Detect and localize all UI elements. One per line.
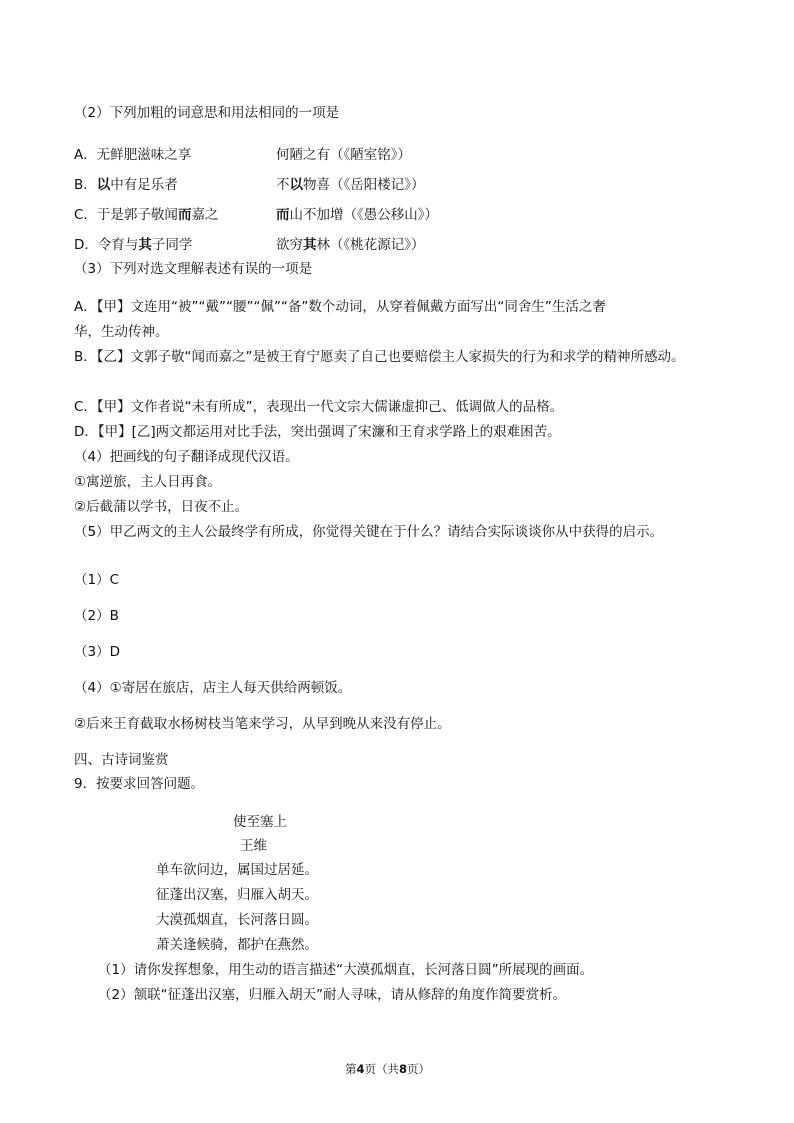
q2-option-c-left: C．于是郭子敬闻而嘉之 (74, 207, 219, 223)
answer-3: （3）D (74, 644, 120, 660)
poem-line-3: 大漠孤烟直，长河落日圆。 (156, 912, 318, 928)
poem-question-1: （1）请你发挥想象，用生动的语言描述“大漠孤烟直，长河落日圆”所展现的画面。 (98, 962, 594, 978)
q3-option-c: C．【甲】文作者说“未有所成”，表现出一代文宗大儒谦虚抑己、低调做人的品格。 (74, 399, 564, 415)
poem-line-4: 萧关逢候骑，都护在燕然。 (156, 937, 318, 953)
answer-4-part-2: ②后来王育截取水杨树枝当笔来学习，从早到晚从来没有停止。 (74, 716, 451, 732)
question-9: 9．按要求回答问题。 (74, 776, 205, 792)
q2-option-c-right: 而山不加增（《愚公移山》） (276, 207, 438, 223)
q4-sentence-2: ②后截蒲以学书，日夜不止。 (74, 499, 249, 515)
q3-prompt: （3）下列对选文理解表述有误的一项是 (74, 261, 313, 277)
poem-line-1: 单车欲问边，属国过居延。 (156, 862, 318, 878)
page-footer: 第4页（共8页） (345, 1062, 431, 1076)
q2-option-a-right: 何陋之有（《陋室铭》） (276, 147, 411, 163)
q2-option-b-right: 不以物喜（《岳阳楼记》） (276, 177, 425, 193)
q2-prompt: （2）下列加粗的词意思和用法相同的一项是 (74, 105, 340, 121)
q2-option-d-left: D．令育与其子同学 (74, 237, 193, 253)
section-heading: 四、古诗词鉴赏 (74, 752, 169, 768)
poem-line-2: 征蓬出汉塞，归雁入胡天。 (156, 887, 318, 903)
answer-2: （2）B (74, 608, 119, 624)
answer-4-part-1: （4）①寄居在旅店，店主人每天供给两顿饭。 (74, 680, 352, 696)
q3-option-a-line1: A．【甲】文连用“被”“戴”“腰”“佩”“备”数个动词，从穿着佩戴方面写出“同舍生”生活之奢 (74, 299, 606, 315)
poem-title: 使至塞上 (233, 814, 287, 830)
poem-question-2: （2）颔联“征蓬出汉塞，归雁入胡天”耐人寻味，请从修辞的角度作简要赏析。 (98, 987, 567, 1003)
q5-prompt: （5）甲乙两文的主人公最终学有所成，你觉得关键在于什么？请结合实际谈谈你从中获得的启示。 (74, 524, 664, 540)
q4-sentence-1: ①寓逆旅，主人日再食。 (74, 474, 222, 490)
q2-option-a-left: A．无鲜肥滋味之享 (74, 147, 192, 163)
page-number: 4 (356, 1062, 365, 1076)
q3-option-a-line2: 华，生动传神。 (74, 324, 169, 340)
poem-author: 王维 (240, 838, 267, 854)
page-total: 8 (399, 1062, 408, 1076)
q4-prompt: （4）把画线的句子翻译成现代汉语。 (74, 449, 299, 465)
q3-option-b: B．【乙】文郭子敬“闻而嘉之”是被王育宁愿卖了自己也要赔偿主人家损失的行为和求学的精神所感动。 (74, 349, 685, 365)
q3-option-d: D．【甲】[乙]两文都运用对比手法，突出强调了宋濂和王育求学路上的艰难困苦。 (74, 424, 561, 440)
answer-1: （1）C (74, 572, 120, 588)
q2-option-b-left: B．以中有足乐者 (74, 177, 178, 193)
q2-option-d-right: 欲穷其林（《桃花源记》） (276, 237, 425, 253)
